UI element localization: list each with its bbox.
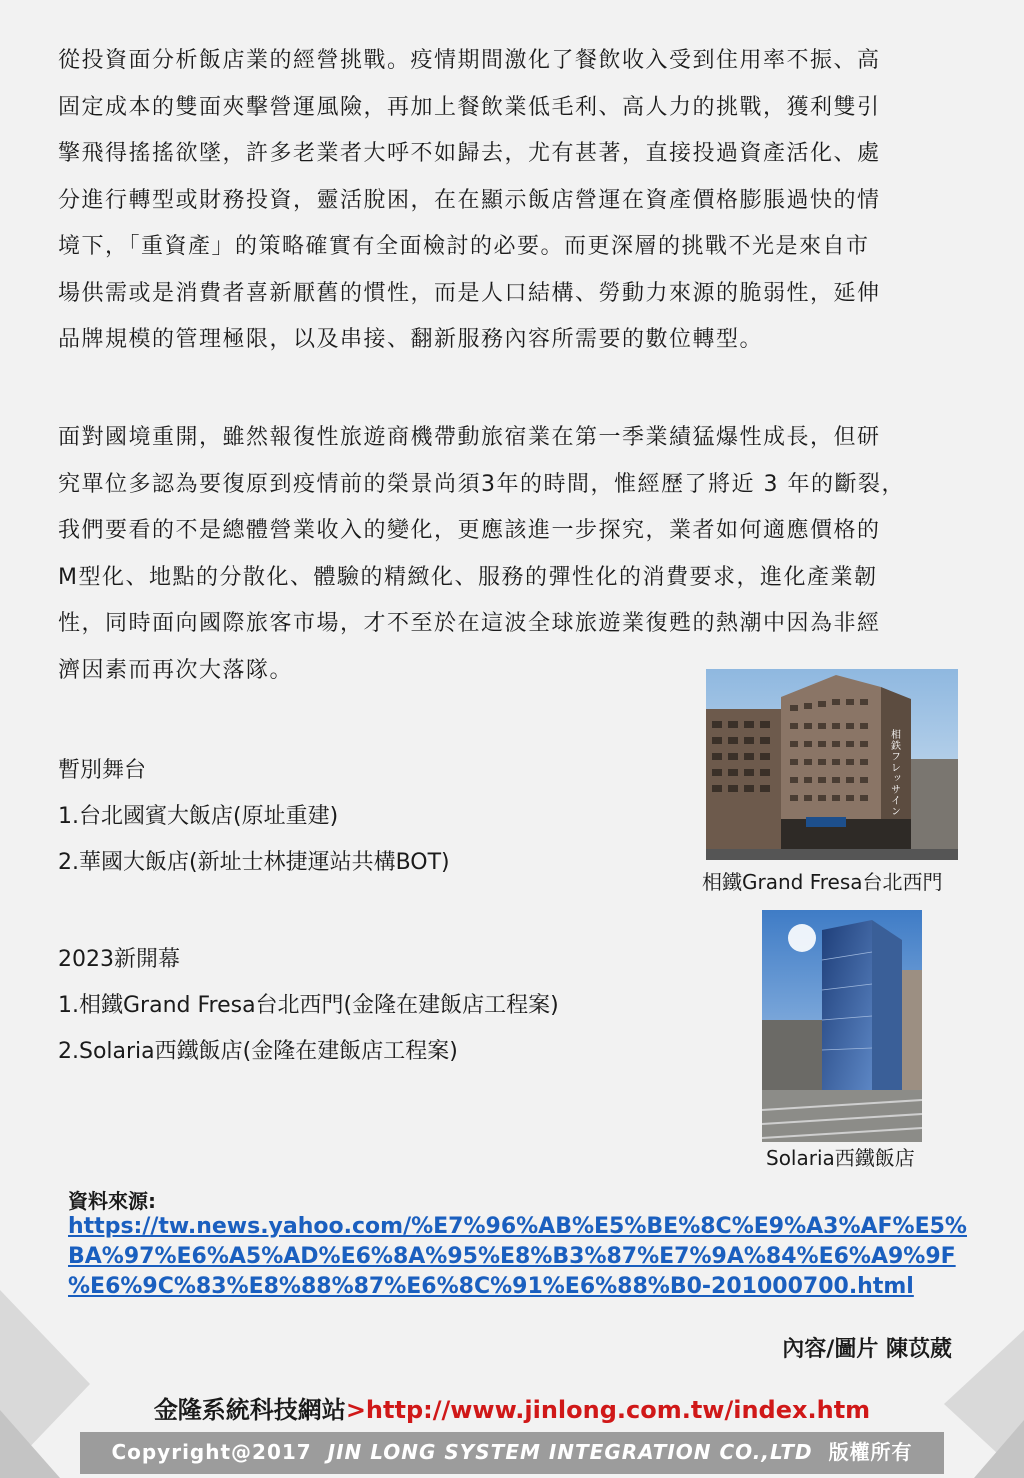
hotel-photo-grand-fresa bbox=[706, 669, 958, 860]
hotel-photo-solaria bbox=[762, 910, 922, 1142]
photo-caption: 相鐵Grand Fresa台北西門 bbox=[702, 870, 943, 894]
list-item: 2.華國大飯店(新址士林捷運站共構BOT) bbox=[58, 850, 450, 875]
copyright-text: Copyright@2017 bbox=[111, 1440, 312, 1464]
hotel-sign-text: 相鉄フレッサイン bbox=[888, 729, 900, 817]
website-label: 金隆系統科技網站 bbox=[153, 1396, 346, 1424]
text-line: 品牌規模的管理極限，以及串接、翻新服務內容所需要的數位轉型。 bbox=[58, 327, 764, 352]
company-name: JIN LONG SYSTEM INTEGRATION CO.,LTD bbox=[327, 1440, 813, 1464]
text-line: 我們要看的不是總體營業收入的變化，更應該進一步探究，業者如何適應價格的 bbox=[58, 518, 881, 543]
source-url-line[interactable]: BA%97%E6%A5%AD%E6%8A%95%E8%B3%87%E7%9A%84%E6%A9%9F bbox=[68, 1244, 956, 1269]
article-paragraph-2 bbox=[58, 415, 978, 694]
list-heading: 暫別舞台 bbox=[58, 758, 147, 783]
text-line: 從投資面分析飯店業的經營挑戰。疫情期間激化了餐飲收入受到住用率不振、高 bbox=[58, 48, 881, 73]
text-line: 場供需或是消費者喜新厭舊的慣性，而是人口結構、勞動力來源的脆弱性，延伸 bbox=[58, 280, 881, 306]
source-url-line[interactable]: %E6%9C%83%E8%88%87%E6%8C%91%E6%88%B0-201000700.html bbox=[68, 1274, 914, 1299]
text-line: 面對國境重開，雖然報復性旅遊商機帶動旅宿業在第一季業績猛爆性成長，但研 bbox=[58, 425, 881, 450]
source-url-line[interactable]: https://tw.news.yahoo.com/%E7%96%AB%E5%BE%8C%E9%A3%AF%E5% bbox=[68, 1214, 967, 1239]
list-heading: 2023新開幕 bbox=[58, 947, 180, 972]
source-label: 資料來源: bbox=[68, 1189, 156, 1213]
rights-text: 版權所有 bbox=[828, 1440, 913, 1464]
list-item: 2.Solaria西鐵飯店(金隆在建飯店工程案) bbox=[58, 1039, 458, 1064]
source-link[interactable] bbox=[68, 1212, 967, 1302]
text-line: M型化、地點的分散化、體驗的精緻化、服務的彈性化的消費要求，進化產業韌 bbox=[58, 564, 878, 590]
author-credit: 內容/圖片 陳苡葳 bbox=[782, 1337, 952, 1362]
text-line: 固定成本的雙面夾擊營運風險，再加上餐飲業低毛利、高人力的挑戰，獲利雙引 bbox=[58, 94, 881, 120]
new-openings-list bbox=[58, 937, 559, 1075]
website-link[interactable]: http://www.jinlong.com.tw/index.htm bbox=[365, 1396, 871, 1424]
text-line: 擎飛得搖搖欲墜，許多老業者大呼不如歸去，尤有甚著，直接投過資產活化、處 bbox=[58, 141, 881, 166]
list-item: 1.相鐵Grand Fresa台北西門(金隆在建飯店工程案) bbox=[58, 993, 559, 1018]
text-line: 濟因素而再次大落隊。 bbox=[58, 657, 294, 683]
text-line: 境下，「重資產」的策略確實有全面檢討的必要。而更深層的挑戰不光是來自市 bbox=[58, 234, 870, 259]
list-item: 1.台北國賓大飯店(原址重建) bbox=[58, 804, 339, 829]
text-line: 性，同時面向國際旅客市場，才不至於在這波全球旅遊業復甦的熱潮中因為非經 bbox=[58, 611, 881, 636]
article-paragraph-1 bbox=[58, 38, 978, 364]
farewell-list bbox=[58, 748, 450, 886]
text-line: 究單位多認為要復原到疫情前的榮景尚須3年的時間，惟經歷了將近 3 年的斷裂， bbox=[58, 471, 905, 497]
photo-caption: Solaria西鐵飯店 bbox=[766, 1146, 915, 1170]
copyright-notice bbox=[0, 1436, 1024, 1465]
text-line: 分進行轉型或財務投資，靈活脫困，在在顯示飯店營運在資產價格膨脹過快的情 bbox=[58, 187, 881, 213]
arrow-glyph: > bbox=[345, 1396, 366, 1424]
website-line bbox=[0, 1390, 1024, 1425]
